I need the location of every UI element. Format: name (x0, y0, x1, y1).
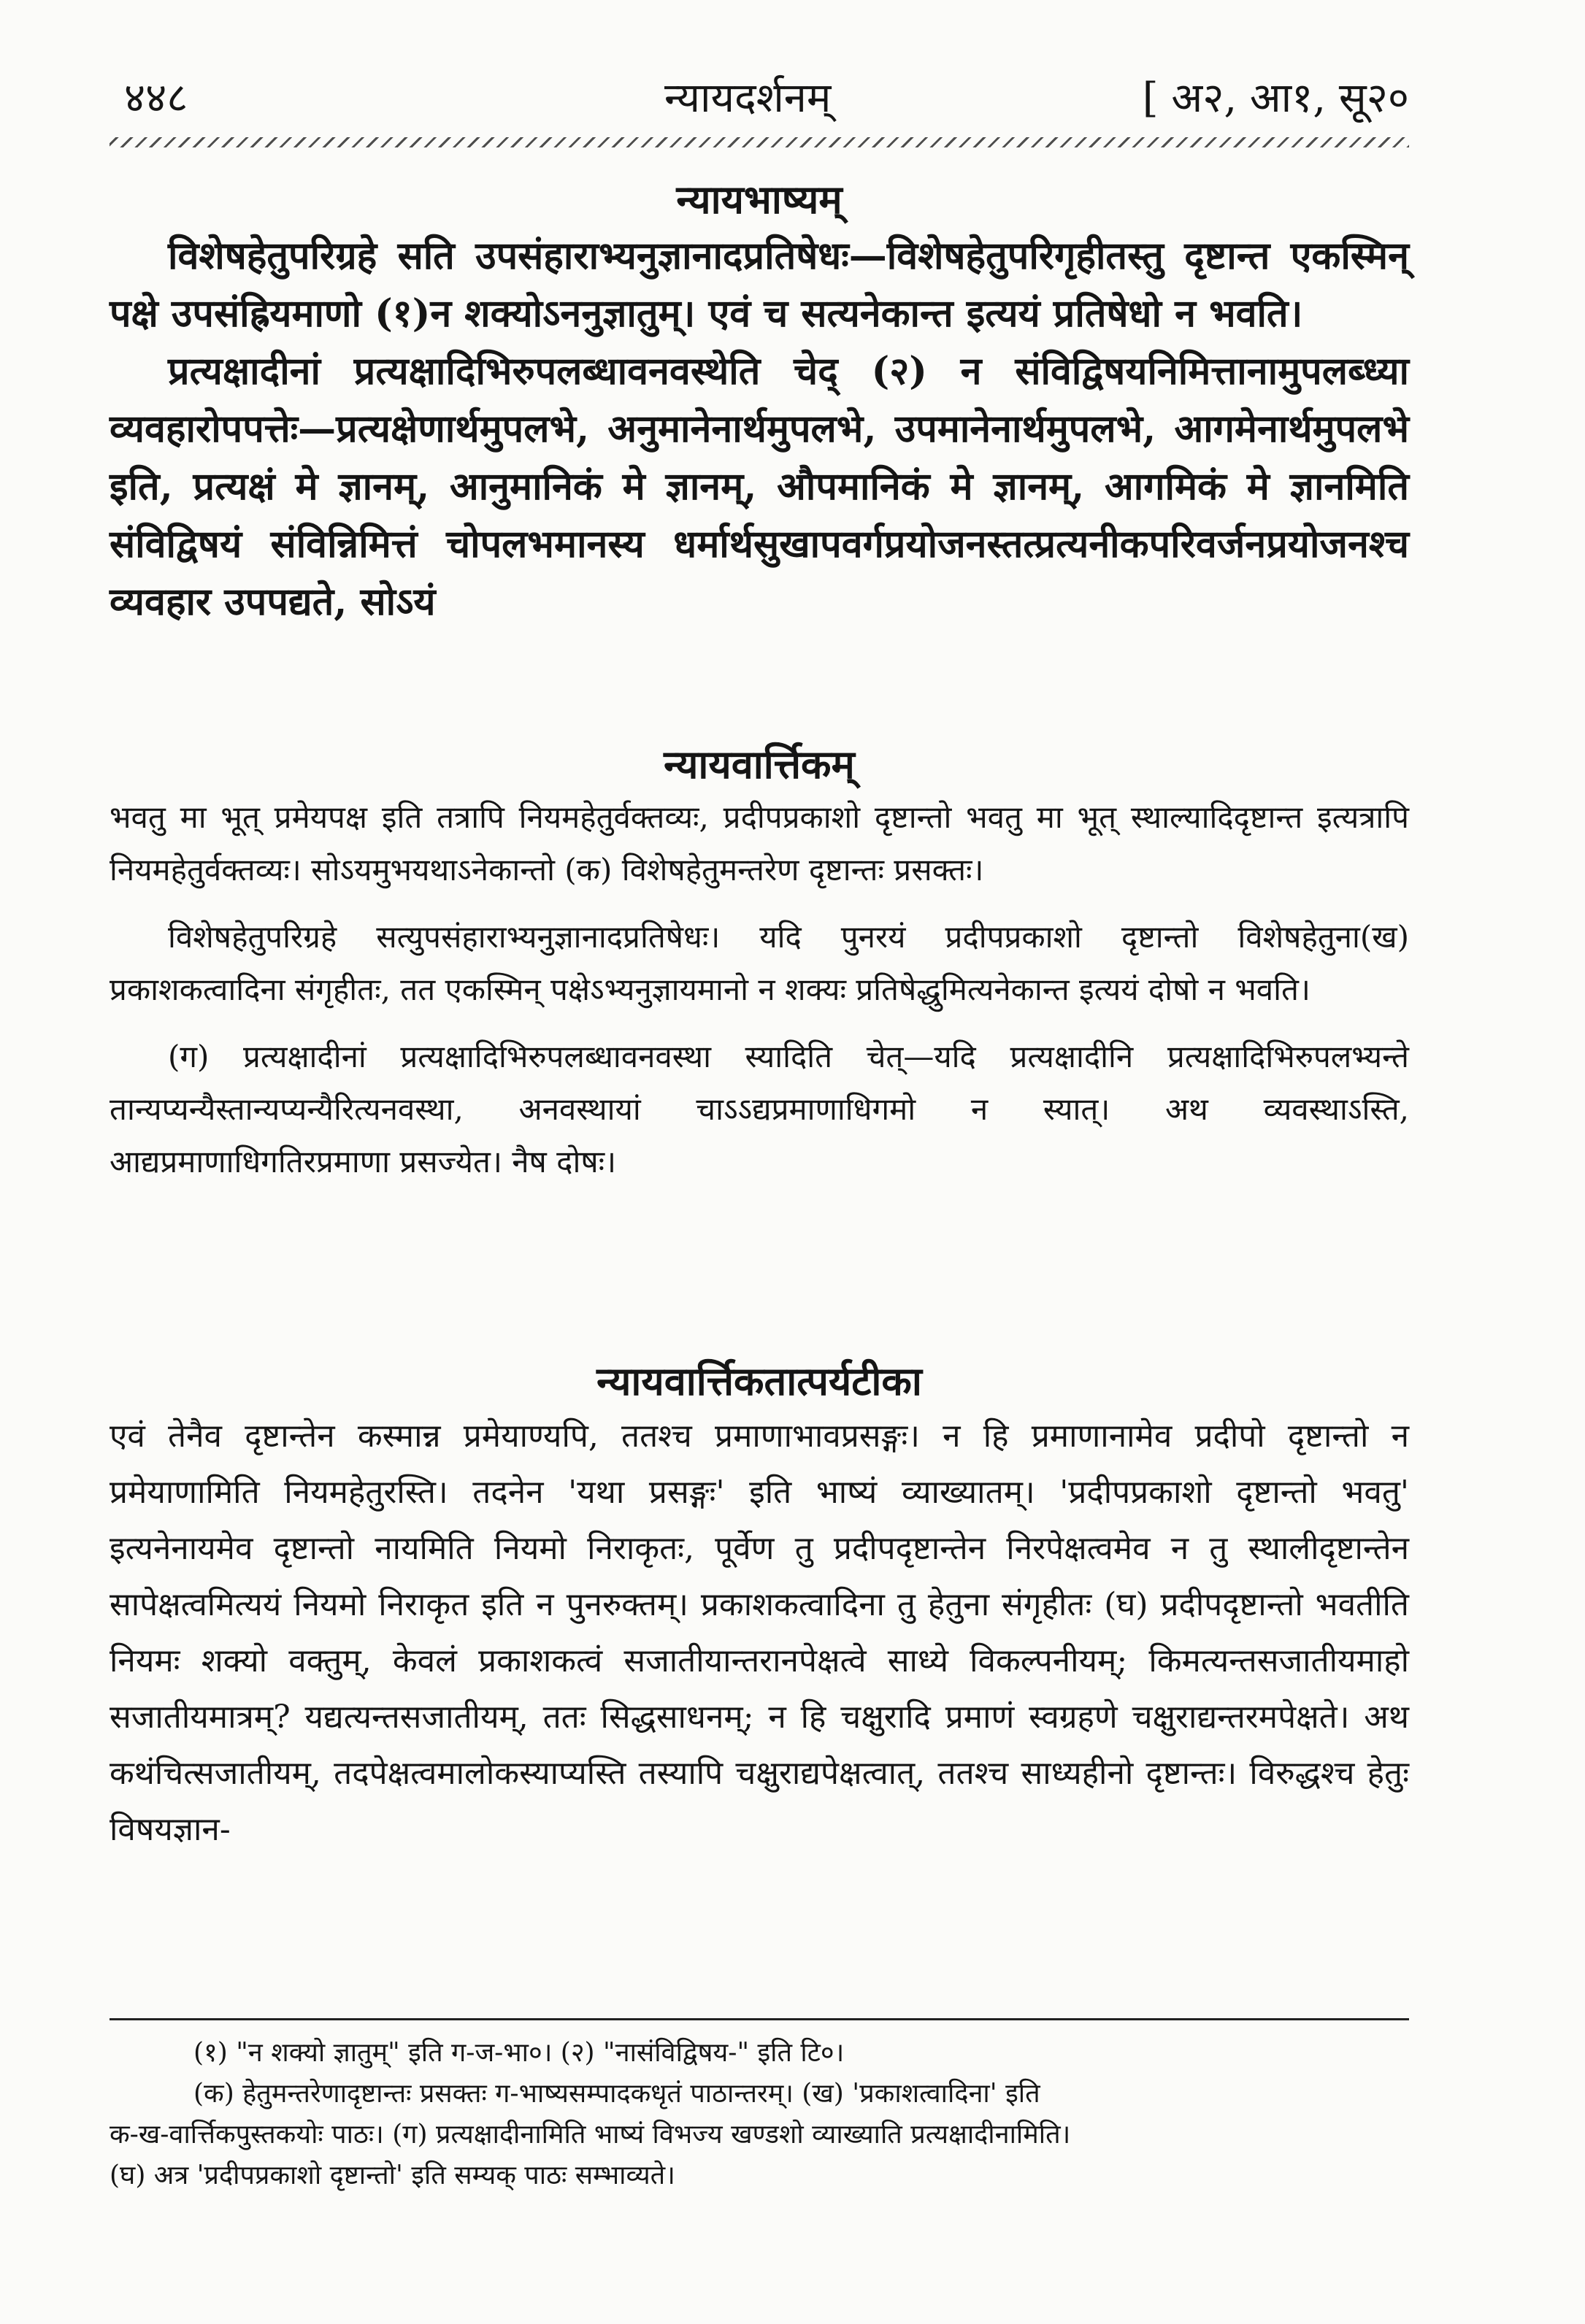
bhashya-paragraph-1: विशेषहेतुपरिग्रहे सति उपसंहाराभ्यनुज्ञानादप्रतिषेधः—विशेषहेतुपरिगृहीतस्तु दृष्टान्त एकस्मिन् पक्षे उपसंह्रियमाणो (१)न शक्योऽननुज्ञातुम्। एवं च सत्यनेकान्त इत्ययं प्रतिषेधो न भवति। (110, 234, 1409, 336)
vartika-paragraph-3: (ग) प्रत्यक्षादीनां प्रत्यक्षादिभिरुपलब्धावनवस्था स्यादिति चेत्—यदि प्रत्यक्षादीनि प्रत्यक्षादिभिरुपलभ्यन्ते तान्यप्यन्यैस्तान्यप्यन्यैरित्यनवस्था, अनवस्थायां चाऽऽद्यप्रमाणाधिगमो न स्यात्। अथ व्यवस्थाऽस्ति, आद्यप्रमाणाधिगतिरप्रमाणा प्रसज्येत। नैष दोषः। (110, 1039, 1409, 1180)
tika-paragraph-1: एवं तेनैव दृष्टान्तेन कस्मान्न प्रमेयाण्यपि, ततश्च प्रमाणाभावप्रसङ्गः। न हि प्रमाणानामेव प्रदीपो दृष्टान्तो न प्रमेयाणामिति नियमहेतुरस्ति। तदनेन 'यथा प्रसङ्गः' इति भाष्यं व्याख्यातम्। 'प्रदीपप्रकाशो दृष्टान्तो भवतु' इत्यनेनायमेव दृष्टान्तो नायमिति नियमो निराकृतः, पूर्वेण तु प्रदीपदृष्टान्तेन निरपेक्षत्वमेव न तु स्थालीदृष्टान्तेन सापेक्षत्वमित्ययं नियमो निराकृत इति न पुनरुक्तम्। प्रकाशकत्वादिना तु हेतुना संगृहीतः (घ) प्रदीपदृष्टान्तो भवतीति नियमः शक्यो वक्तुम्, केवलं प्रकाशकत्वं सजातीयान्तरानपेक्षत्वे साध्ये विकल्पनीयम्; किमत्यन्तसजातीयमाहो सजातीयमात्रम्? यद्यत्यन्तसजातीयम्, ततः सिद्धसाधनम्; न हि चक्षुरादि प्रमाणं स्वग्रहणे चक्षुराद्यन्तरमपेक्षते। अथ कथंचित्सजातीयम्, तदपेक्षत्वमालोकस्याप्यस्ति तस्यापि चक्षुराद्यपेक्षत्वात्, ततश्च साध्यहीनो दृष्टान्तः। विरुद्धश्च हेतुः विषयज्ञान- (110, 1417, 1409, 1848)
bhashya-paragraph-2: प्रत्यक्षादीनां प्रत्यक्षादिभिरुपलब्धावनवस्थेति चेद् (२) न संविद्विषयनिमित्तानामुपलब्ध्या व्यवहारोपपत्तेः—प्रत्यक्षेणार्थमुपलभे, अनुमानेनार्थमुपलभे, उपमानेनार्थमुपलभे, आगमेनार्थमुपलभे इति, प्रत्यक्षं मे ज्ञानम्, आनुमानिकं मे ज्ञानम्, औपमानिकं मे ज्ञानम्, आगमिकं मे ज्ञानमिति संविद्विषयं संविन्निमित्तं चोपलभमानस्य धर्मार्थसुखापवर्गप्रयोजनस्तत्प्रत्यनीकपरिवर्जनप्रयोजनश्च व्यवहार उपपद्यते, सोऽयं (110, 349, 1409, 624)
footnote-line: (घ) अत्र 'प्रदीपप्रकाशो दृष्टान्तो' इति सम्यक् पाठः सम्भाव्यते। (110, 2161, 675, 2190)
footnote-rule (110, 2018, 1409, 2020)
footnote-line: क-ख-वार्त्तिकपुस्तकयोः पाठः। (ग) प्रत्यक्षादीनामिति भाष्यं विभज्य खण्डशो व्याख्याति प्रत्यक्षादीनामिति। (110, 2120, 1071, 2150)
footnotes (110, 2033, 1409, 2196)
running-head (110, 69, 1409, 128)
header-wavy-rule (110, 137, 1409, 147)
vartika-paragraph-1: भवतु मा भूत् प्रमेयपक्ष इति तत्रापि नियमहेतुर्वक्तव्यः, प्रदीपप्रकाशो दृष्टान्तो भवतु मा भूत् स्थाल्यादिदृष्टान्त इत्यत्रापि नियमहेतुर्वक्तव्यः। सोऽयमुभयथाऽनेकान्तो (क) विशेषहेतुमन्तरेण दृष्टान्तः प्रसक्तः। (110, 799, 1409, 888)
footnote-line: (क) हेतुमन्तरेणादृष्टान्तः प्रसक्तः ग-भाष्यसम्पादकधृतं पाठान्तरम्। (ख) 'प्रकाशत्वादिना' इति (193, 2079, 1040, 2109)
tika-heading: न्यायवार्त्तिकतात्पर्यटीका (596, 1358, 922, 1404)
bhashya-section (110, 172, 1409, 631)
vartika-heading: न्यायवार्त्तिकम् (664, 741, 855, 788)
page-number: ४४८ (124, 74, 188, 122)
vartika-section (110, 737, 1409, 1188)
book-title: न्यायदर्शनम् (664, 74, 832, 122)
footnote-line: (१) "न शक्यो ज्ञातुम्" इति ग-ज-भा०। (२) "नासंविद्विषय-" इति टि०। (193, 2038, 845, 2068)
section-reference: [ अ२, आ१, सू२० (1142, 74, 1409, 122)
tika-section (110, 1354, 1409, 1858)
bhashya-heading: न्यायभाष्यम् (676, 176, 843, 223)
vartika-paragraph-2: विशेषहेतुपरिग्रहे सत्युपसंहाराभ्यनुज्ञानादप्रतिषेधः। यदि पुनरयं प्रदीपप्रकाशो दृष्टान्तो विशेषहेतुना(ख) प्रकाशकत्वादिना संगृहीतः, तत एकस्मिन् पक्षेऽभ्यनुज्ञायमानो न शक्यः प्रतिषेद्धुमित्यनेकान्त इत्ययं दोषो न भवति। (110, 919, 1409, 1007)
